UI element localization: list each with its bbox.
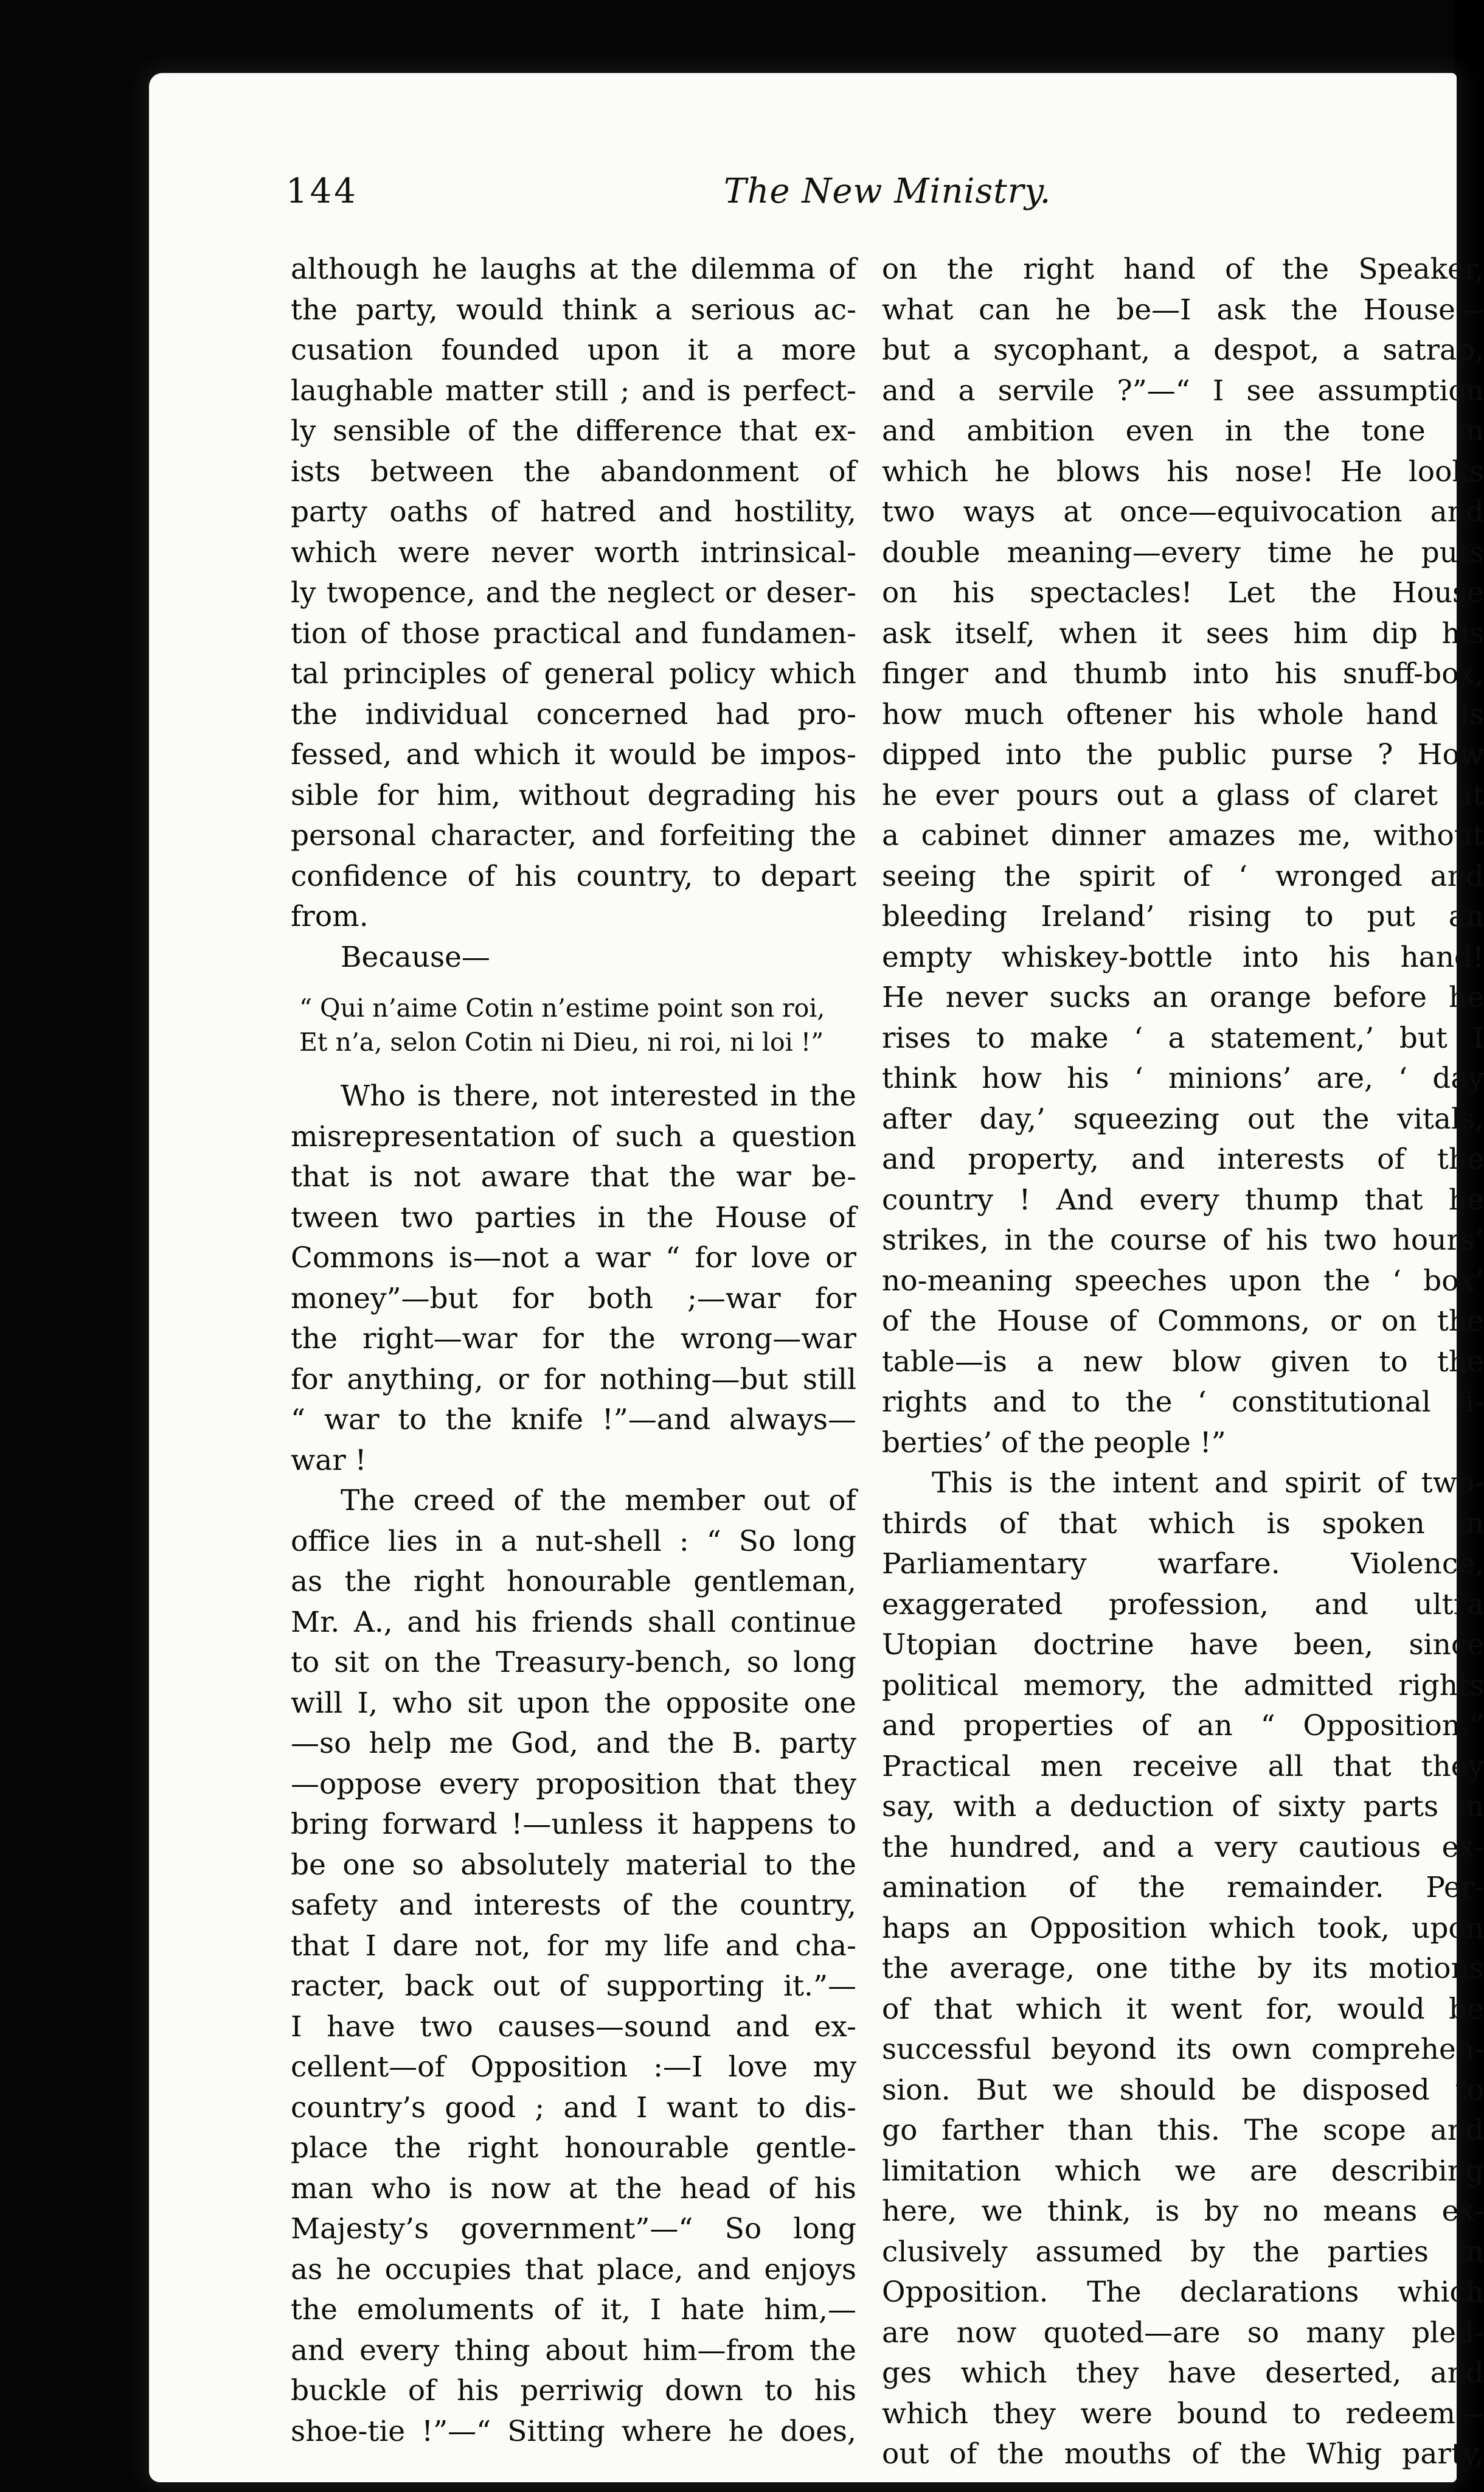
text-line: —oppose every proposition that they [291, 1767, 856, 1801]
text-line: I have two causes—sound and ex- [291, 2010, 856, 2044]
text-line: man who is now at the head of his [291, 2171, 856, 2205]
text-line: Majesty’s government”—“ So long [291, 2212, 856, 2246]
text-line: ists between the abandonment of [291, 454, 856, 489]
text-line: a cabinet dinner amazes me, without [882, 819, 1484, 852]
text-line: finger and thumb into his snuff-box, [882, 657, 1484, 691]
text-line: on the right hand of the Speaker, [882, 252, 1484, 286]
text-line: the average, one tithe by its motions [882, 1952, 1484, 1985]
left-column [291, 249, 856, 2452]
text-line: Utopian doctrine have been, since [882, 1628, 1484, 1662]
text-line: personal character, and forfeiting the [291, 819, 856, 852]
text-line: berties’ of the people !” [882, 1425, 1226, 1460]
text-line: after day,’ squeezing out the vitals, [882, 1102, 1484, 1136]
text-line: tal principles of general policy which [291, 657, 856, 691]
text-line: but a sycophant, a despot, a satrap, [882, 333, 1484, 367]
text-line: Mr. A., and his friends shall continue [291, 1605, 856, 1639]
text-line: country’s good ; and I want to dis- [291, 2090, 856, 2125]
text-line: place the right honourable gentle- [291, 2131, 856, 2165]
text-line: the party, would think a serious ac- [291, 293, 856, 327]
text-line: thirds of that which is spoken in [882, 1506, 1484, 1540]
page-number: 144 [286, 172, 358, 211]
text-line: sible for him, without degrading his [291, 778, 856, 812]
text-line: of the House of Commons, or on the [882, 1304, 1484, 1338]
text-line: shoe-tie !”—“ Sitting where he does, [291, 2414, 856, 2448]
text-line: Because— [341, 940, 490, 974]
text-line: Opposition. The declarations which [882, 2275, 1484, 2309]
text-line: He never sucks an orange before he [882, 981, 1484, 1014]
text-line: Parliamentary warfare. Violence, [882, 1547, 1484, 1581]
text-line: ly twopence, and the neglect or deser- [291, 576, 856, 610]
quote-line: Et n’a, selon Cotin ni Dieu, ni roi, ni loi !” [299, 1028, 824, 1057]
text-line: and properties of an “ Opposition.” [882, 1709, 1484, 1742]
running-title: The New Ministry. [724, 172, 1052, 211]
quote-line: “ Qui n’aime Cotin n’estime point son roi, [299, 994, 825, 1023]
text-line: as the right honourable gentleman, [291, 1565, 856, 1598]
text-line: strikes, in the course of his two hours’ [882, 1223, 1484, 1257]
text-line: bring forward !—unless it happens to [291, 1808, 856, 1841]
text-line: out of the mouths of the Whig party, [882, 2437, 1484, 2471]
text-line: ly sensible of the difference that ex- [291, 414, 856, 448]
text-line: the right—war for the wrong—war [291, 1322, 856, 1356]
text-line: no-meaning speeches upon the ‘ box’ [882, 1264, 1484, 1298]
text-line: Who is there, not interested in the [341, 1079, 856, 1113]
text-line: two ways at once—equivocation and [882, 495, 1484, 529]
text-line: amination of the remainder. Per- [882, 1871, 1484, 1904]
text-line: cellent—of Opposition :—I love my [291, 2050, 856, 2084]
text-line: of that which it went for, would be [882, 1992, 1484, 2026]
text-line: The creed of the member out of [341, 1484, 856, 1517]
text-line: think how his ‘ minions’ are, ‘ day [882, 1062, 1484, 1095]
text-line: political memory, the admitted rights [882, 1668, 1484, 1702]
text-line: Commons is—not a war “ for love or [291, 1241, 856, 1275]
text-line: successful beyond its own comprehen- [882, 2033, 1484, 2066]
text-line: say, with a deduction of sixty parts in [882, 1790, 1484, 1823]
left-column-text-continued [291, 1076, 856, 2452]
text-line: party oaths of hatred and hostility, [291, 495, 856, 529]
text-line: tion of those practical and fundamen- [291, 616, 856, 650]
text-line: limitation which we are describing [882, 2154, 1484, 2188]
text-line: table—is a new blow given to the [882, 1345, 1484, 1379]
text-line: how much oftener his whole hand is [882, 697, 1484, 731]
text-line: racter, back out of supporting it.”— [291, 1969, 856, 2003]
text-line: fessed, and which it would be impos- [291, 738, 856, 771]
text-line: what can he be—I ask the House— [882, 293, 1484, 327]
text-line: “ war to the knife !”—and always— [291, 1403, 856, 1436]
text-line: office lies in a nut-shell : “ So long [291, 1524, 856, 1558]
right-column [882, 249, 1484, 2475]
text-line: the hundred, and a very cautious ex- [882, 1830, 1484, 1864]
text-line: and ambition even in the tone in [882, 414, 1484, 448]
text-line: and a servile ?”—“ I see assumption [882, 374, 1484, 408]
text-line: bleeding Ireland’ rising to put an [882, 900, 1484, 933]
text-line: are now quoted—are so many pled- [882, 2316, 1484, 2350]
text-line: safety and interests of the country, [291, 1888, 856, 1922]
text-line: will I, who sit upon the opposite one [291, 1686, 856, 1720]
text-line: cusation founded upon it a more [291, 333, 856, 367]
text-line: This is the intent and spirit of two- [932, 1466, 1484, 1500]
text-line: although he laughs at the dilemma of [291, 252, 856, 286]
text-line: —so help me God, and the B. party [291, 1727, 856, 1760]
text-line: misrepresentation of such a question [291, 1119, 856, 1154]
text-line: as he occupies that place, and enjoys [291, 2252, 856, 2286]
text-line: money”—but for both ;—war for [291, 1281, 856, 1315]
text-line: from. [291, 900, 369, 933]
text-line: seeing the spirit of ‘ wronged and [882, 859, 1484, 893]
page-header [286, 172, 1429, 226]
text-line: rights and to the ‘ constitutional li- [882, 1385, 1484, 1419]
text-line: on his spectacles! Let the House [882, 576, 1484, 610]
right-column-text [882, 249, 1484, 2475]
text-line: he ever pours out a glass of claret at [882, 778, 1484, 812]
text-line: for anything, or for nothing—but still [291, 1362, 856, 1396]
text-line: tween two parties in the House of [291, 1200, 856, 1234]
text-line: empty whiskey-bottle into his hand! [882, 940, 1484, 974]
text-line: to sit on the Treasury-bench, so long [291, 1646, 856, 1679]
text-line: laughable matter still ; and is perfect- [291, 374, 856, 408]
text-line: war ! [291, 1443, 367, 1477]
text-line: and property, and interests of the [882, 1143, 1484, 1176]
french-quote [291, 991, 856, 1059]
text-line: sion. But we should be disposed to [882, 2073, 1484, 2107]
text-line: which they were bound to redeem— [882, 2396, 1484, 2431]
text-line: exaggerated profession, and ultra [882, 1587, 1484, 1621]
text-line: that is not aware that the war be- [291, 1160, 856, 1194]
text-line: haps an Opposition which took, upon [882, 1911, 1484, 1945]
text-line: confidence of his country, to depart [291, 859, 856, 893]
text-line: rises to make ‘ a statement,’ but I [882, 1021, 1484, 1055]
text-line: clusively assumed by the parties in [882, 2235, 1484, 2269]
text-line: that I dare not, for my life and cha- [291, 1929, 856, 1963]
text-line: country ! And every thump that he [882, 1183, 1484, 1217]
left-column-text [291, 249, 856, 978]
text-line: and every thing about him—from the [291, 2333, 856, 2367]
text-line: buckle of his perriwig down to his [291, 2374, 856, 2407]
text-line: which he blows his nose! He looks [882, 454, 1484, 489]
text-line: the emoluments of it, I hate him,— [291, 2293, 856, 2327]
text-line: here, we think, is by no means ex- [882, 2194, 1484, 2228]
text-line: ask itself, when it sees him dip his [882, 616, 1484, 650]
text-line: which were never worth intrinsical- [291, 535, 856, 569]
text-line: double meaning—every time he puts [882, 535, 1484, 569]
text-line: ges which they have deserted, and [882, 2356, 1484, 2390]
text-line: go farther than this. The scope and [882, 2114, 1484, 2147]
text-line: dipped into the public purse ? How [882, 738, 1484, 771]
text-line: be one so absolutely material to the [291, 1848, 856, 1882]
text-line: the individual concerned had pro- [291, 697, 856, 731]
text-line: Practical men receive all that they [882, 1749, 1484, 1783]
